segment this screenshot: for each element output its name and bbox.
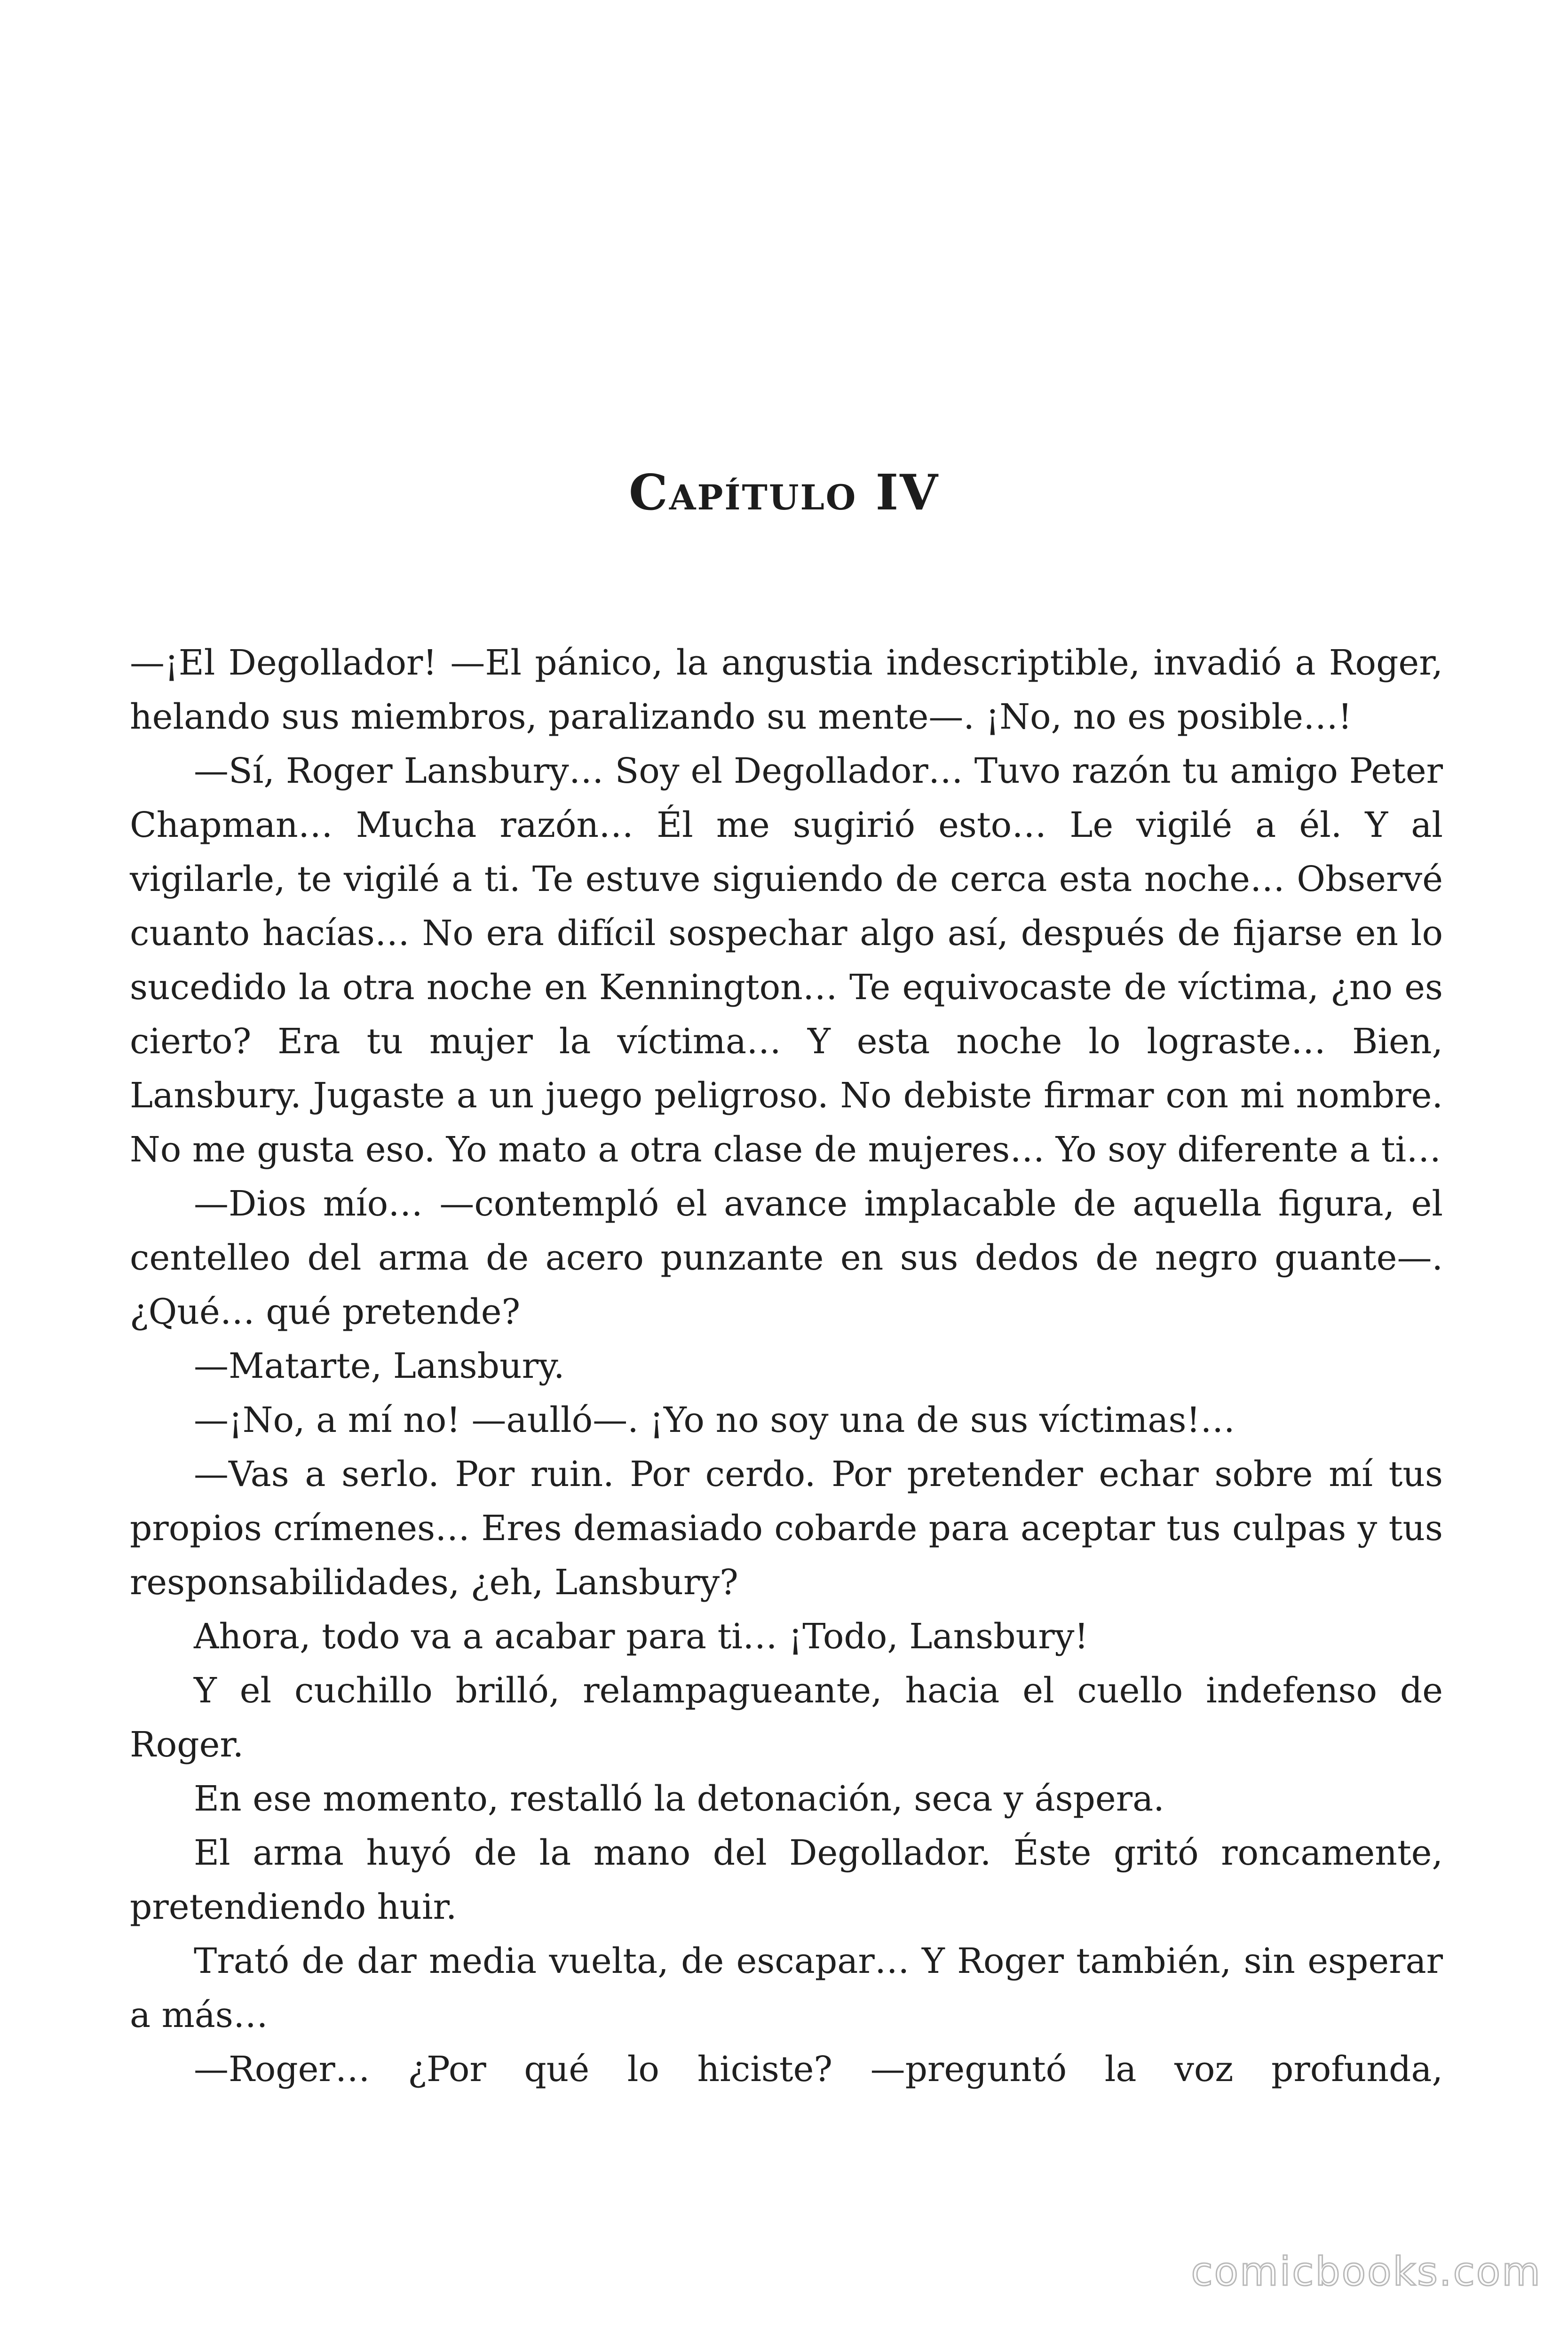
- paragraph: —Matarte, Lansbury.: [194, 1346, 565, 1386]
- paragraph: —Sí, Roger Lansbury… Soy el Degollador… Tuvo razón tu amigo Peter Chapman… Mucha razón… Él me sugirió esto… Le vigilé a él. Y al vigilarle, te vigilé a ti. Te estuve siguiendo de cerca esta noche… Observé cuanto hacías… No era difícil sospechar algo así, después de fijarse en lo sucedido la otra noche en Kennington… Te equivocaste de víctima, ¿no es cierto? Era tu mujer la víctima… Y esta noche lo lograste… Bien, Lansbury. Jugaste a un juego peligroso. No debiste firmar con mi nombre. No me gusta eso. Yo mato a otra clase de mujeres… Yo soy diferente a ti…: [130, 751, 1443, 1170]
- chapter-text: [130, 636, 1443, 2097]
- paragraph: Ahora, todo va a acabar para ti… ¡Todo, Lansbury!: [194, 1616, 1089, 1657]
- paragraph: —Roger… ¿Por qué lo hiciste? —preguntó la voz profunda,: [194, 2049, 1443, 2090]
- paragraph: Y el cuchillo brilló, relampagueante, hacia el cuello indefenso de Roger.: [130, 1670, 1443, 1765]
- paragraph: —¡El Degollador! —El pánico, la angustia indescriptible, invadió a Roger, helando sus miembros, paralizando su mente—. ¡No, no es posible…!: [130, 643, 1443, 737]
- paragraph: En ese momento, restalló la detonación, seca y áspera.: [194, 1779, 1164, 1819]
- paragraph: —Vas a serlo. Por ruin. Por cerdo. Por pretender echar sobre mí tus propios crímenes… Eres demasiado cobarde para aceptar tus culpas y tus responsabilidades, ¿eh, Lansbury?: [130, 1454, 1443, 1603]
- paragraph: El arma huyó de la mano del Degollador. Éste gritó roncamente, pretendiendo huir.: [130, 1833, 1443, 1927]
- paragraph: —¡No, a mí no! —aulló—. ¡Yo no soy una de sus víctimas!…: [194, 1400, 1235, 1440]
- chapter-title: Capítulo IV: [629, 463, 939, 521]
- watermark: comicbooks.com: [1191, 2249, 1542, 2295]
- paragraph: Trató de dar media vuelta, de escapar… Y Roger también, sin esperar a más…: [130, 1941, 1443, 2035]
- paragraph: —Dios mío… —contempló el avance implacable de aquella figura, el centelleo del arma de acero punzante en sus dedos de negro guante—. ¿Qué… qué pretende?: [130, 1184, 1443, 1332]
